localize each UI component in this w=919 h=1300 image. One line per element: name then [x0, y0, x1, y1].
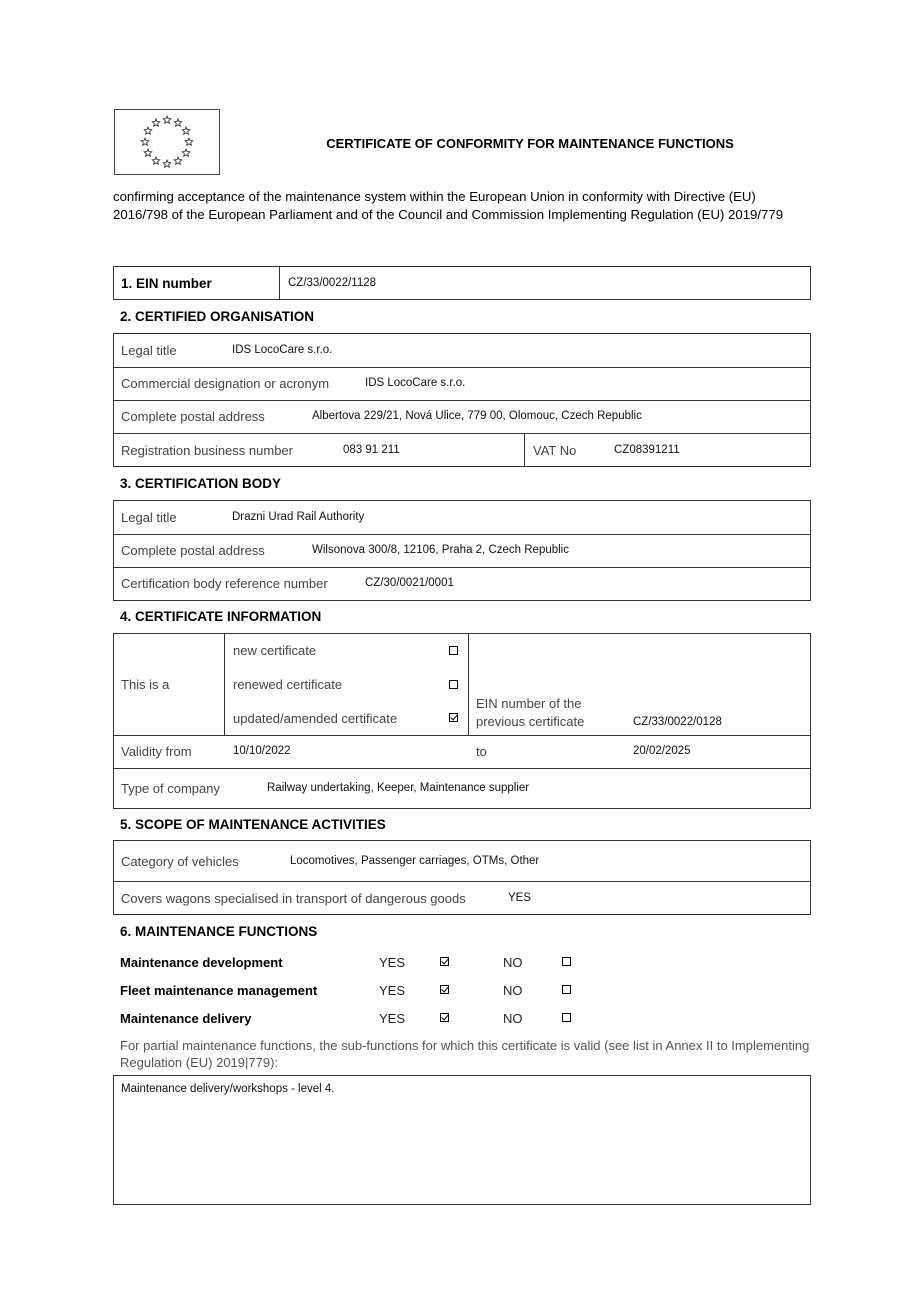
cb-legal-title-label: Legal title [121, 510, 177, 525]
flag-star [144, 149, 152, 156]
validity-from-value: 10/10/2022 [233, 745, 291, 757]
fleet-management-no-checkbox[interactable] [562, 985, 571, 994]
function-yes-label: YES [379, 1011, 406, 1026]
vat-value: CZ08391211 [614, 444, 680, 456]
function-no-label: NO [503, 983, 523, 998]
section-heading-scope: 5. SCOPE OF MAINTENANCE ACTIVITIES [120, 817, 386, 832]
validity-to-label: to [476, 744, 487, 759]
certified-organisation-table [113, 333, 811, 467]
commercial-designation-label: Commercial designation or acronym [121, 376, 330, 391]
eu-flag-icon [114, 109, 220, 175]
function-yes-label: YES [379, 983, 406, 998]
registration-number-label: Registration business number [121, 443, 293, 458]
certificate-information-table [113, 633, 811, 809]
certificate-title: CERTIFICATE OF CONFORMITY FOR MAINTENANCE FUNCTIONS [326, 136, 734, 151]
cb-legal-title-value: Drazni Urad Rail Authority [232, 511, 365, 523]
company-type-label: Type of company [121, 781, 220, 796]
flag-star [182, 127, 190, 134]
legal-title-value: IDS LocoCare s.r.o. [232, 344, 333, 356]
flag-star [163, 116, 171, 123]
section-heading-certified-organisation: 2. CERTIFIED ORGANISATION [120, 309, 315, 324]
commercial-designation-value: IDS LocoCare s.r.o. [365, 377, 466, 389]
company-type-value: Railway undertaking, Keeper, Maintenance supplier [267, 782, 530, 794]
intro-text: confirming acceptance of the maintenance system within the European Union in conformity with Directive (EU) 2016/798 of the European Parliament and of the Council and Commission Implementing Regulation (EU) 2019/779 [113, 189, 784, 222]
ein-label: 1. EIN number [121, 276, 212, 291]
function-label-fleet-management: Fleet maintenance management [120, 983, 318, 998]
option-updated-certificate-label: updated/amended certificate [233, 711, 398, 726]
section-heading-certificate-information: 4. CERTIFICATE INFORMATION [120, 609, 322, 624]
partial-functions-note: For partial maintenance functions, the sub-functions for which this certificate is valid (see list in Annex II to Implementing Regulation (EU) 2019|779): [120, 1038, 810, 1070]
function-no-label: NO [503, 955, 523, 970]
subfunctions-text: Maintenance delivery/workshops - level 4. [121, 1083, 335, 1095]
cb-postal-address-value: Wilsonova 300/8, 12106, Praha 2, Czech Republic [312, 544, 569, 556]
section-heading-certification-body: 3. CERTIFICATION BODY [120, 476, 282, 491]
development-no-checkbox[interactable] [562, 957, 571, 966]
vehicle-category-value: Locomotives, Passenger carriages, OTMs, Other [290, 855, 540, 867]
flag-star [174, 119, 182, 126]
flag-star [144, 127, 152, 134]
cb-reference-number-value: CZ/30/0021/0001 [365, 577, 454, 589]
fleet-management-yes-checkbox[interactable] [440, 985, 449, 994]
option-renewed-certificate-label: renewed certificate [233, 677, 343, 692]
this-is-a-label: This is a [121, 677, 170, 692]
updated-certificate-checkbox[interactable] [449, 713, 458, 722]
flag-star [185, 138, 193, 145]
flag-star [152, 119, 160, 126]
legal-title-label: Legal title [121, 343, 177, 358]
cb-postal-address-label: Complete postal address [121, 543, 265, 558]
validity-from-label: Validity from [121, 744, 192, 759]
renewed-certificate-checkbox[interactable] [449, 680, 458, 689]
flag-star [174, 157, 182, 164]
delivery-no-checkbox[interactable] [562, 1013, 571, 1022]
new-certificate-checkbox[interactable] [449, 646, 458, 655]
ein-box [113, 266, 811, 300]
dangerous-goods-value: YES [508, 892, 532, 904]
section-heading-maintenance-functions: 6. MAINTENANCE FUNCTIONS [120, 924, 318, 939]
cb-reference-number-label: Certification body reference number [121, 576, 328, 591]
dangerous-goods-label: Covers wagons specialised in transport of dangerous goods [121, 891, 466, 906]
previous-ein-label-line1: EIN number of the [476, 696, 582, 711]
function-yes-label: YES [379, 955, 406, 970]
registration-number-value: 083 91 211 [343, 444, 400, 456]
flag-star [163, 160, 171, 167]
previous-ein-value: CZ/33/0022/0128 [633, 716, 722, 728]
flag-star [152, 157, 160, 164]
vehicle-category-label: Category of vehicles [121, 854, 239, 869]
development-yes-checkbox[interactable] [440, 957, 449, 966]
scope-table [113, 840, 811, 915]
previous-ein-label-line2: previous certificate [476, 714, 585, 729]
flag-star [182, 149, 190, 156]
function-label-delivery: Maintenance delivery [120, 1011, 252, 1026]
option-new-certificate-label: new certificate [233, 643, 317, 658]
delivery-yes-checkbox[interactable] [440, 1013, 449, 1022]
flag-star [141, 138, 149, 145]
postal-address-label: Complete postal address [121, 409, 265, 424]
function-no-label: NO [503, 1011, 523, 1026]
certification-body-table [113, 500, 811, 601]
ein-value: CZ/33/0022/1128 [288, 277, 377, 289]
vat-label: VAT No [533, 443, 577, 458]
postal-address-value: Albertova 229/21, Nová Ulice, 779 00, Olomouc, Czech Republic [312, 410, 642, 422]
validity-to-value: 20/02/2025 [633, 745, 691, 757]
function-label-development: Maintenance development [120, 955, 283, 970]
subfunctions-box [113, 1075, 811, 1205]
